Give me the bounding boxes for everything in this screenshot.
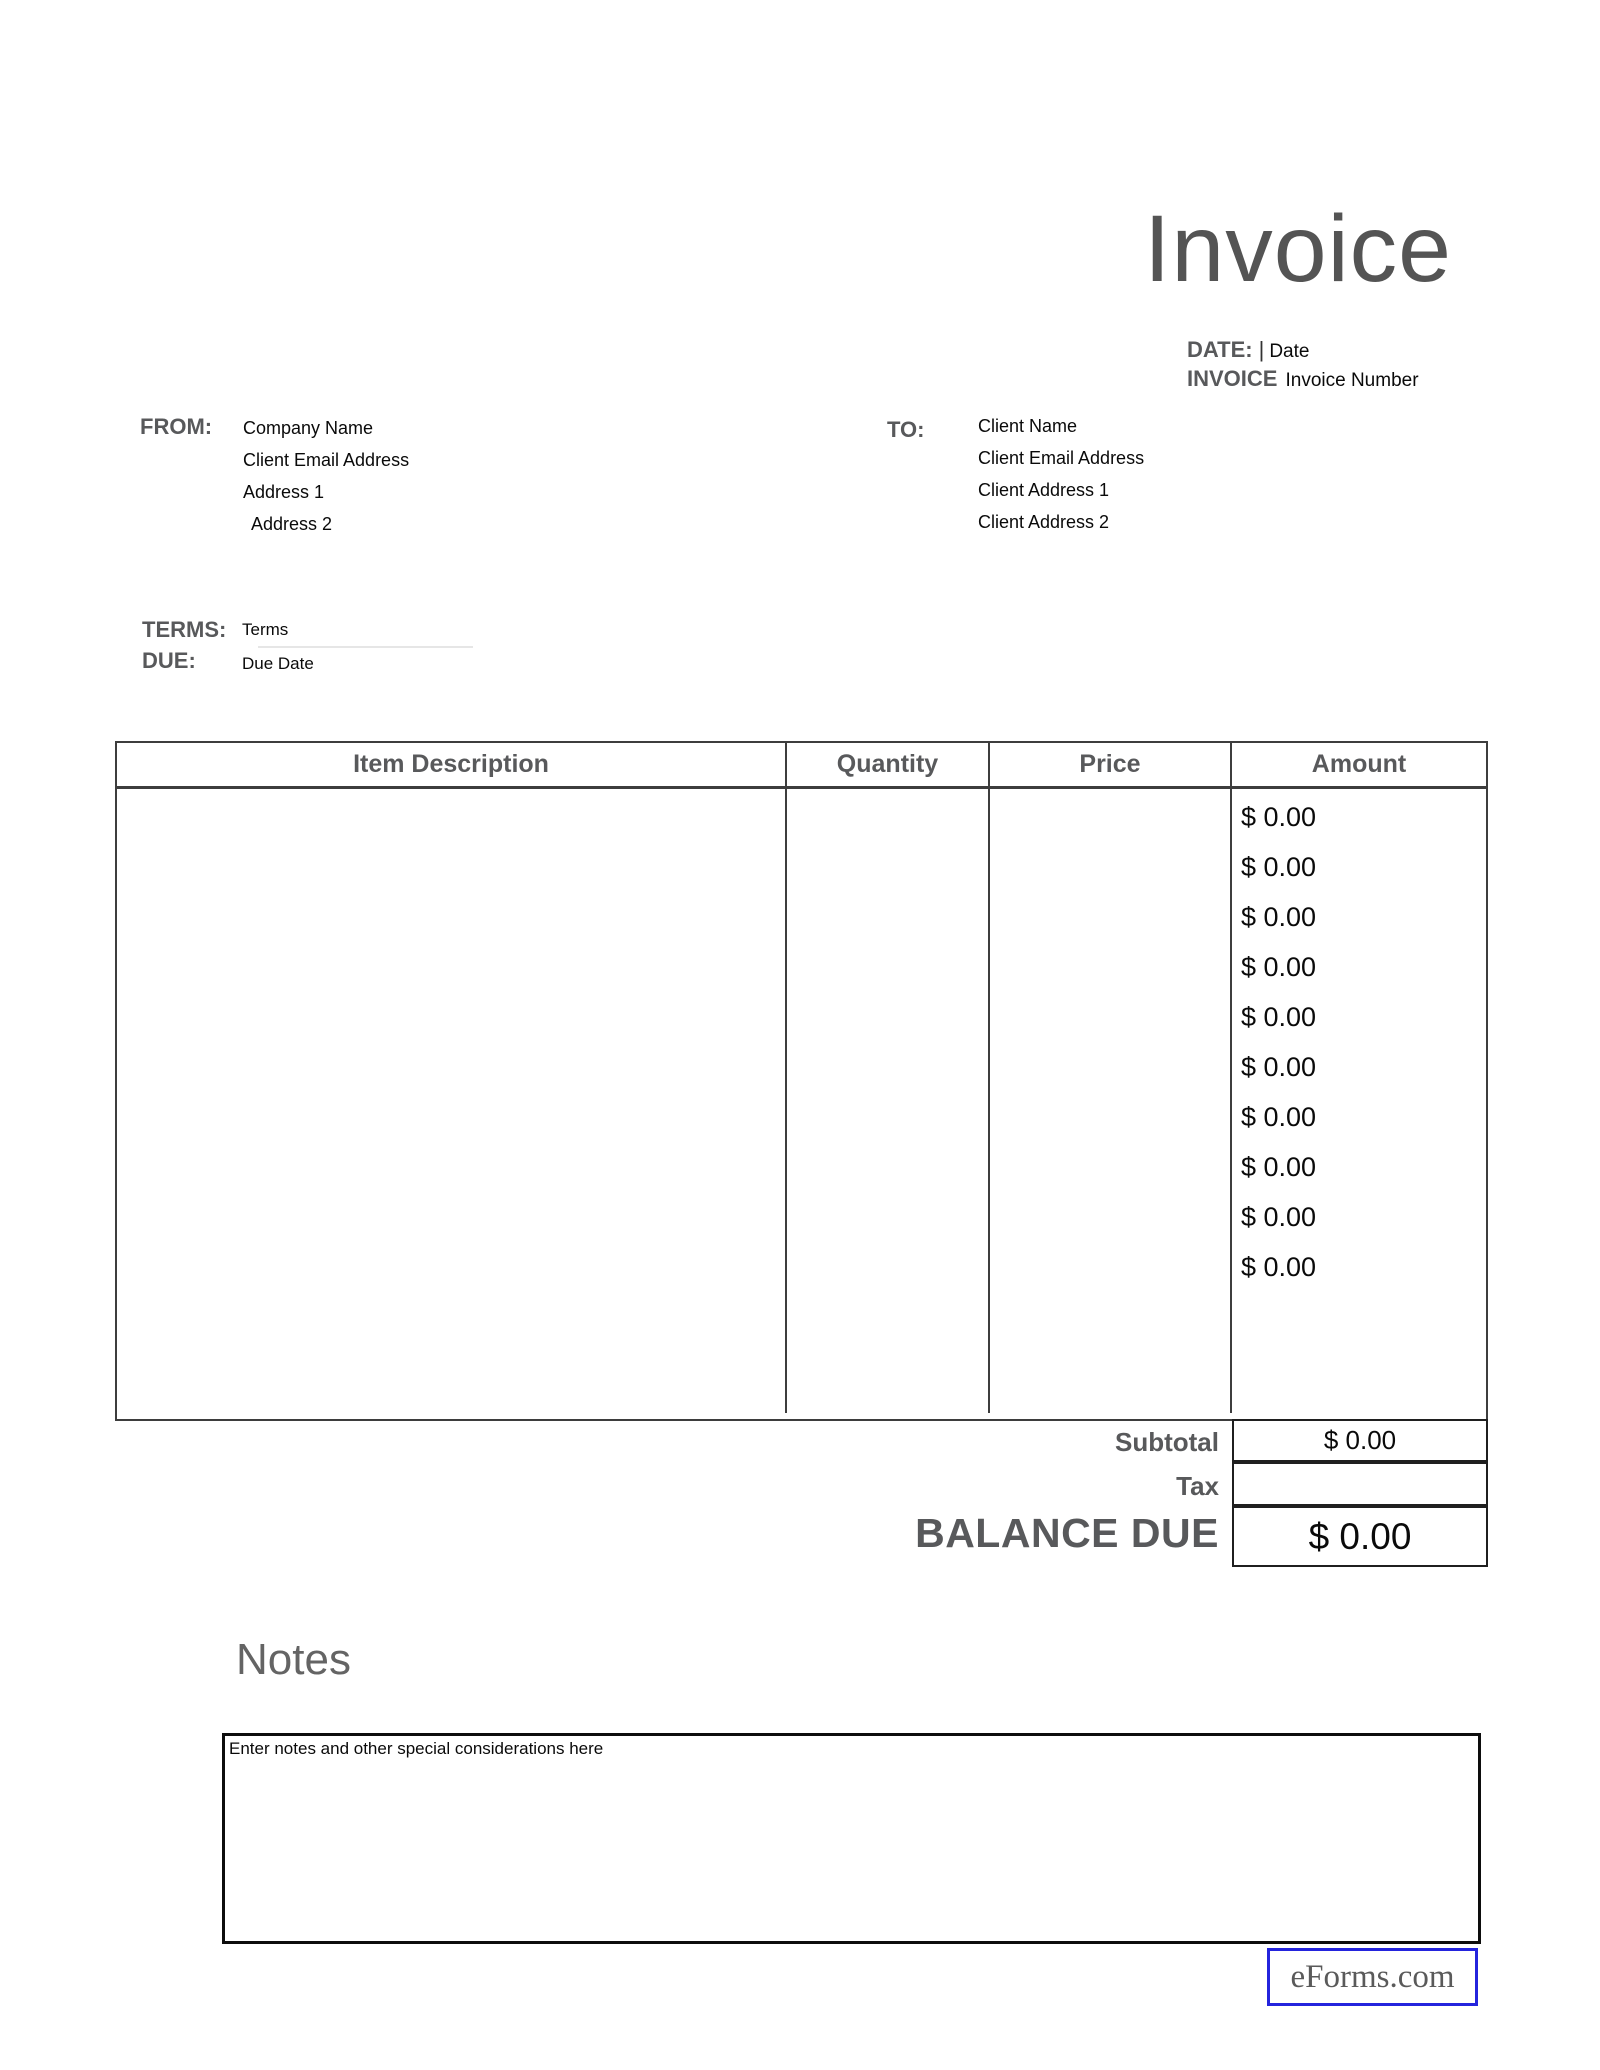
subtotal-value: $ 0.00 <box>1323 1425 1397 1455</box>
quantity-cell[interactable] <box>787 789 990 1413</box>
subtotal-value-box <box>1232 1419 1488 1462</box>
amount-value: $ 0.00 <box>1241 1052 1317 1082</box>
from-company-field[interactable]: Company Name <box>243 418 374 438</box>
from-email-field[interactable]: Client Email Address <box>243 450 410 470</box>
balance-due-value: $ 0.00 <box>1308 1515 1412 1557</box>
tax-value-box[interactable] <box>1232 1462 1488 1506</box>
page-title: Invoice <box>1144 196 1453 302</box>
from-block <box>243 412 409 540</box>
eforms-logo-text: eForms.com <box>1290 1958 1455 1995</box>
amount-value: $ 0.00 <box>1241 1102 1317 1132</box>
due-label: DUE: <box>142 648 196 673</box>
to-address1-field[interactable]: Client Address 1 <box>978 480 1110 500</box>
amount-value: $ 0.00 <box>1241 1002 1317 1032</box>
amount-value: $ 0.00 <box>1241 952 1317 982</box>
to-block <box>978 410 1144 538</box>
to-email-field[interactable]: Client Email Address <box>978 448 1145 468</box>
balance-due-label: BALANCE DUE <box>915 1510 1219 1556</box>
notes-placeholder: Enter notes and other special considerations here <box>229 1739 604 1758</box>
eforms-link[interactable] <box>1267 1948 1478 2006</box>
to-label: TO: <box>887 417 925 442</box>
price-cell[interactable] <box>990 789 1232 1413</box>
invoice-number-row <box>1187 366 1419 395</box>
balance-due-value-box <box>1232 1506 1488 1567</box>
date-field[interactable]: Date <box>1269 341 1310 362</box>
due-date-field[interactable]: Due Date <box>242 654 314 673</box>
notes-heading: Notes <box>236 1635 351 1684</box>
amount-value: $ 0.00 <box>1241 1202 1317 1232</box>
terms-label: TERMS: <box>142 617 227 642</box>
table-body-row <box>117 789 1486 1413</box>
date-row <box>1187 337 1419 366</box>
invoice-meta <box>1187 337 1419 395</box>
tax-label: Tax <box>1176 1471 1219 1501</box>
amount-value: $ 0.00 <box>1241 852 1317 882</box>
from-address1-field[interactable]: Address 1 <box>243 482 325 502</box>
amount-value: $ 0.00 <box>1241 902 1317 932</box>
amount-cell <box>1232 789 1486 1413</box>
item-description-cell[interactable] <box>117 789 787 1413</box>
from-address2-field[interactable]: Address 2 <box>251 514 333 534</box>
terms-underline <box>258 646 473 648</box>
notes-input[interactable] <box>222 1733 1481 1944</box>
to-client-name-field[interactable]: Client Name <box>978 416 1078 436</box>
table-header-row <box>117 743 1486 789</box>
amount-value: $ 0.00 <box>1241 802 1317 832</box>
subtotal-label: Subtotal <box>1115 1427 1219 1457</box>
amount-value: $ 0.00 <box>1241 1152 1317 1182</box>
line-items-table <box>115 741 1488 1421</box>
terms-field[interactable]: Terms <box>242 620 289 639</box>
invoice-number-field[interactable]: Invoice Number <box>1285 370 1419 391</box>
text-cursor: | <box>1258 337 1265 362</box>
col-header-amount: Amount <box>1311 750 1407 778</box>
from-label: FROM: <box>140 414 213 439</box>
amount-value: $ 0.00 <box>1241 1252 1317 1282</box>
col-header-item-description: Item Description <box>117 743 787 786</box>
invoice-number-label: INVOICE <box>1187 366 1278 391</box>
col-header-price: Price <box>990 743 1232 786</box>
col-header-quantity: Quantity <box>787 743 990 786</box>
to-address2-field[interactable]: Client Address 2 <box>978 512 1110 532</box>
date-label: DATE: <box>1187 337 1253 362</box>
